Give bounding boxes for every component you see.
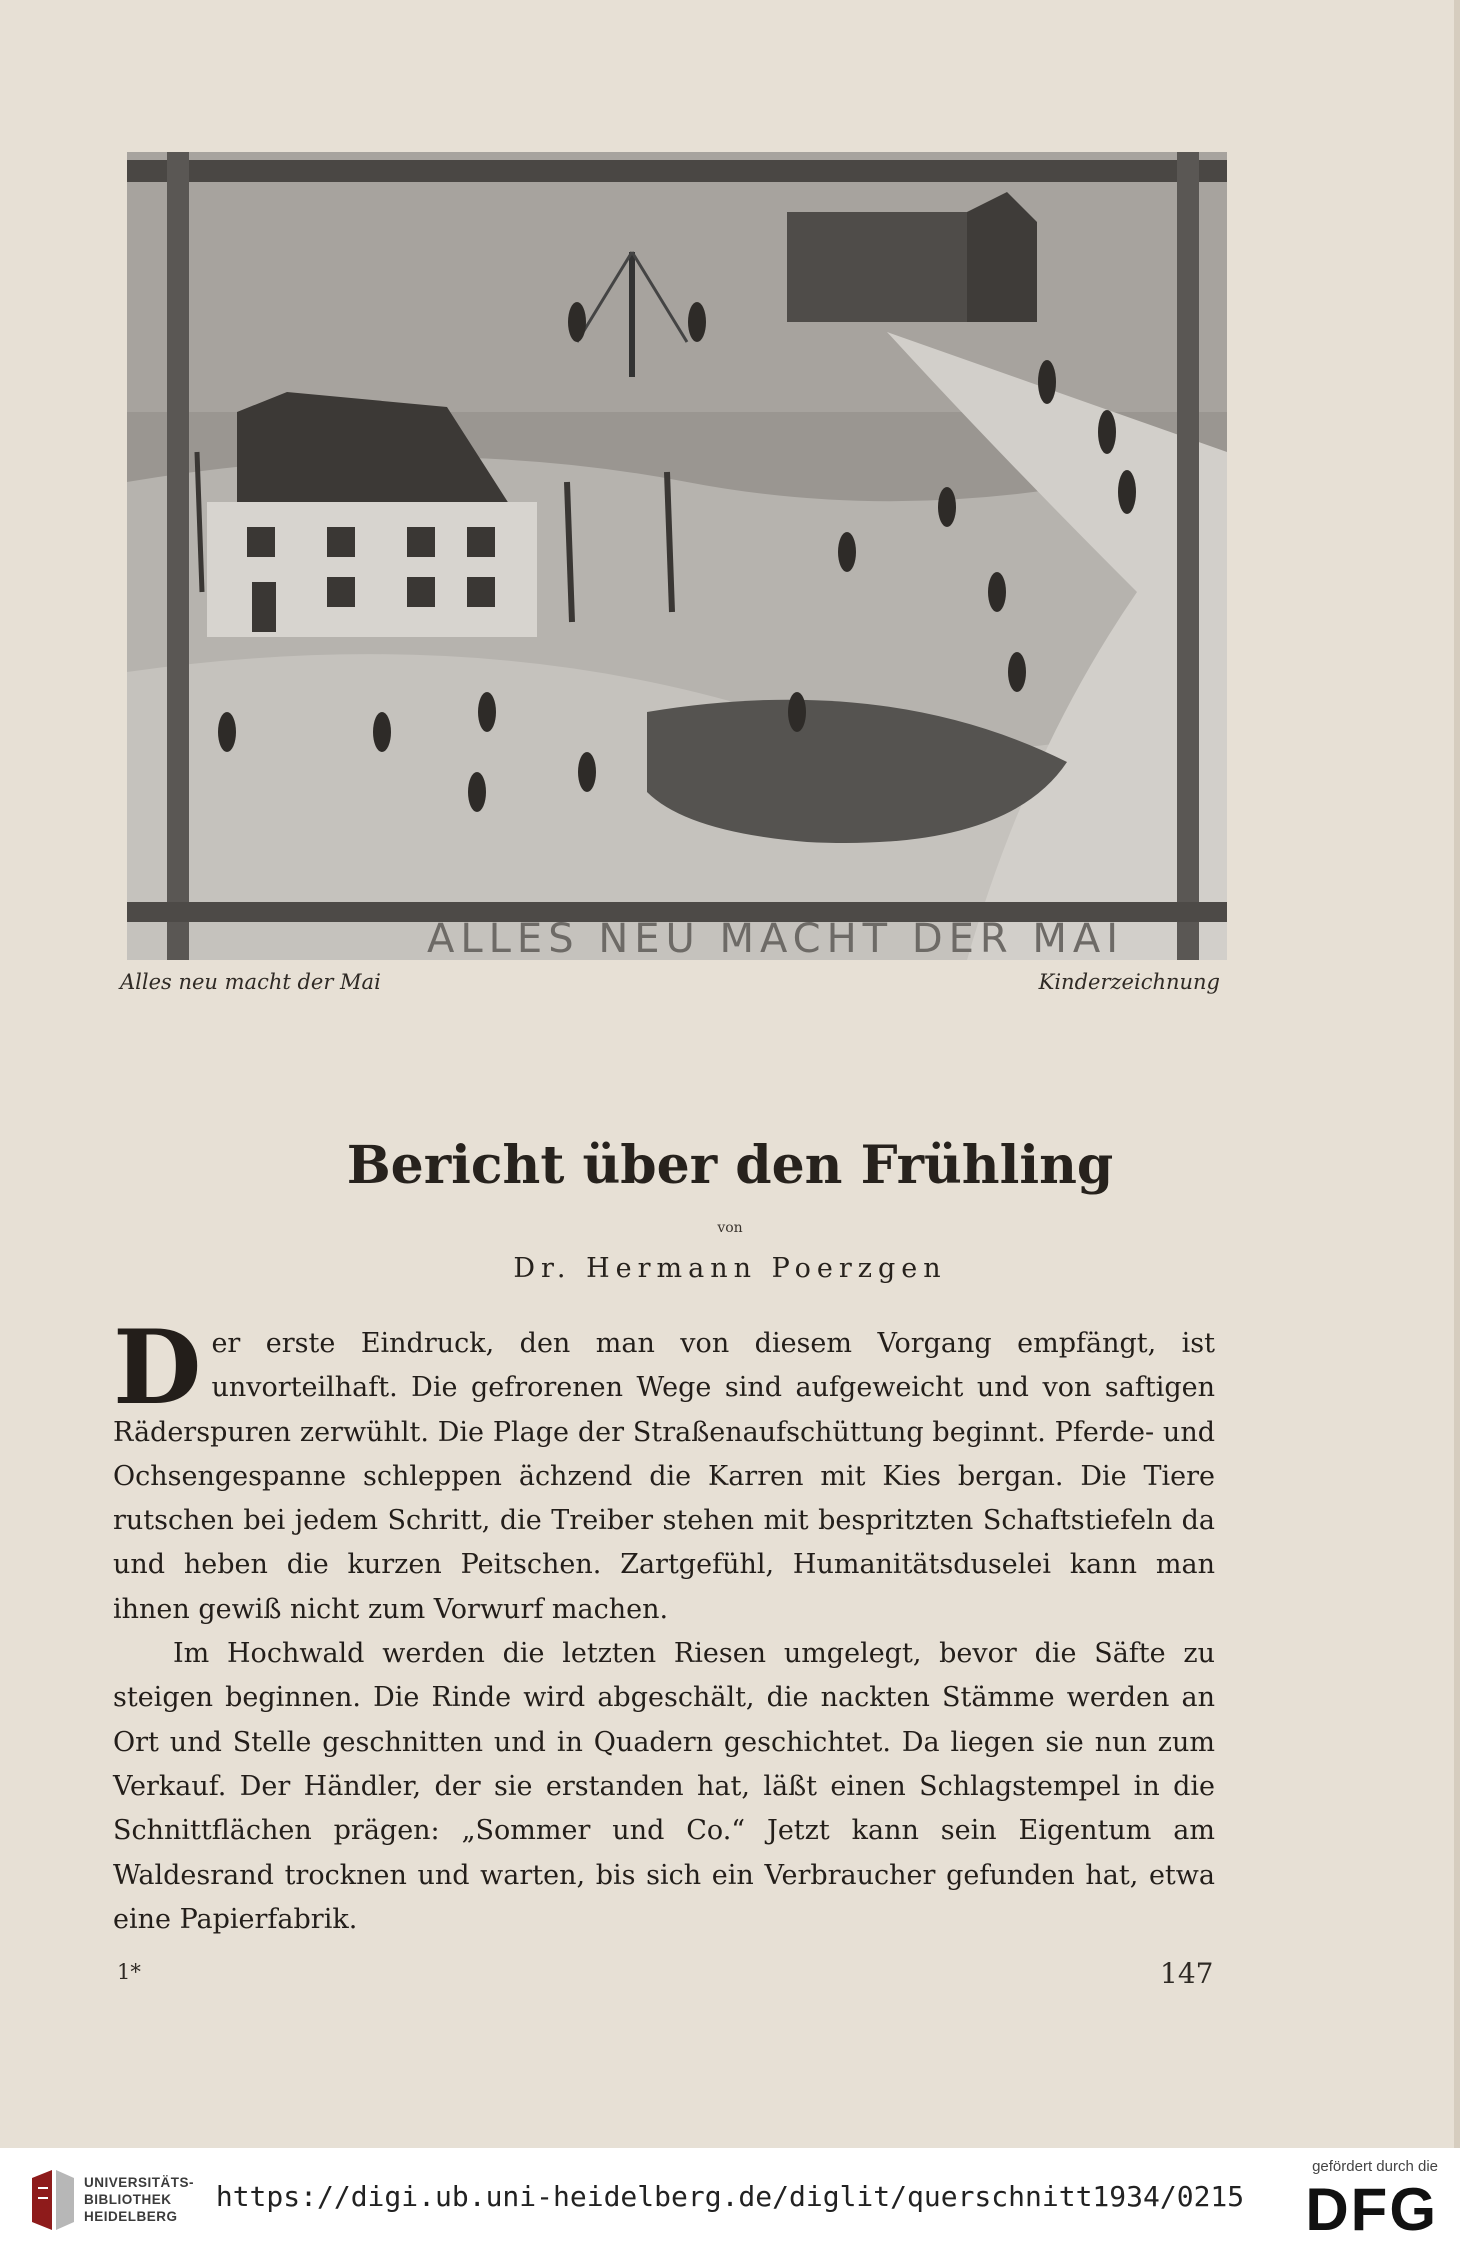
funding-label: gefördert durch die (1312, 2158, 1438, 2175)
permalink-url[interactable]: https://digi.ub.uni-heidelberg.de/diglit/querschnitt1934/0215 (215, 2180, 1245, 2213)
article-title: Bericht über den Frühling (346, 1135, 1114, 1196)
banner-text: ALLES NEU MACHT DER MAI (427, 916, 1125, 960)
viewer-footer (0, 2148, 1460, 2252)
paragraph (113, 1308, 1215, 1632)
library-line: HEIDELBERG (84, 2209, 178, 2224)
article-body (113, 1308, 1215, 1942)
signature-mark: 1* (117, 1960, 141, 1984)
byline-author: Dr. Hermann Poerzgen (513, 1253, 947, 1284)
caption-credit: Kinderzeichnung (1038, 970, 1220, 994)
childrens-drawing-image (127, 152, 1227, 960)
caption-title: Alles neu macht der Mai (120, 970, 381, 994)
byline-von: von (717, 1220, 743, 1236)
page-number: 147 (1160, 1957, 1214, 1990)
paragraph: Im Hochwald werden die letzten Riesen umgelegt, bevor die Säfte zu steigen beginnen. Die Rinde wird abgeschält, die nackten Stämme werden an Ort und Stelle geschnitten und in Quadern geschichtet. Da liegen sie nun zum Verkauf. Der Händler, der sie erstanden hat, läßt einen Schlagstempel in die Schnittflächen prägen: „Sommer und Co.“ Jetzt kann sein Eigentum am Waldesrand trocknen und warten, bis sich ein Verbraucher gefunden hat, etwa eine Papierfabrik. (113, 1638, 1215, 1935)
page-edge (1454, 0, 1460, 2148)
paragraph-text: er erste Eindruck, den man von diesem Vorgang empfängt, ist unvorteilhaft. Die gefrorenen Wege sind aufgeweicht und von saftigen Räderspuren zerwühlt. Die Plage der Straßenaufschüttung beginnt. Pferde- und Ochsengespanne schleppen ächzend die Karren mit Kies bergan. Die Tiere rutschen bei jedem Schritt, die Treiber stehen mit bespritzten Schaftstiefeln da und heben die kurzen Peitschen. Zartgefühl, Humanitätsduselei kann man ihnen gewiß nicht zum Vorwurf machen. (113, 1328, 1215, 1625)
drawing-svg (127, 152, 1227, 960)
library-line: BIBLIOTHEK (84, 2192, 172, 2207)
dfg-logo: DFG (1305, 2176, 1438, 2243)
drop-cap: D (113, 1308, 202, 1428)
library-line: UNIVERSITÄTS- (84, 2175, 195, 2190)
